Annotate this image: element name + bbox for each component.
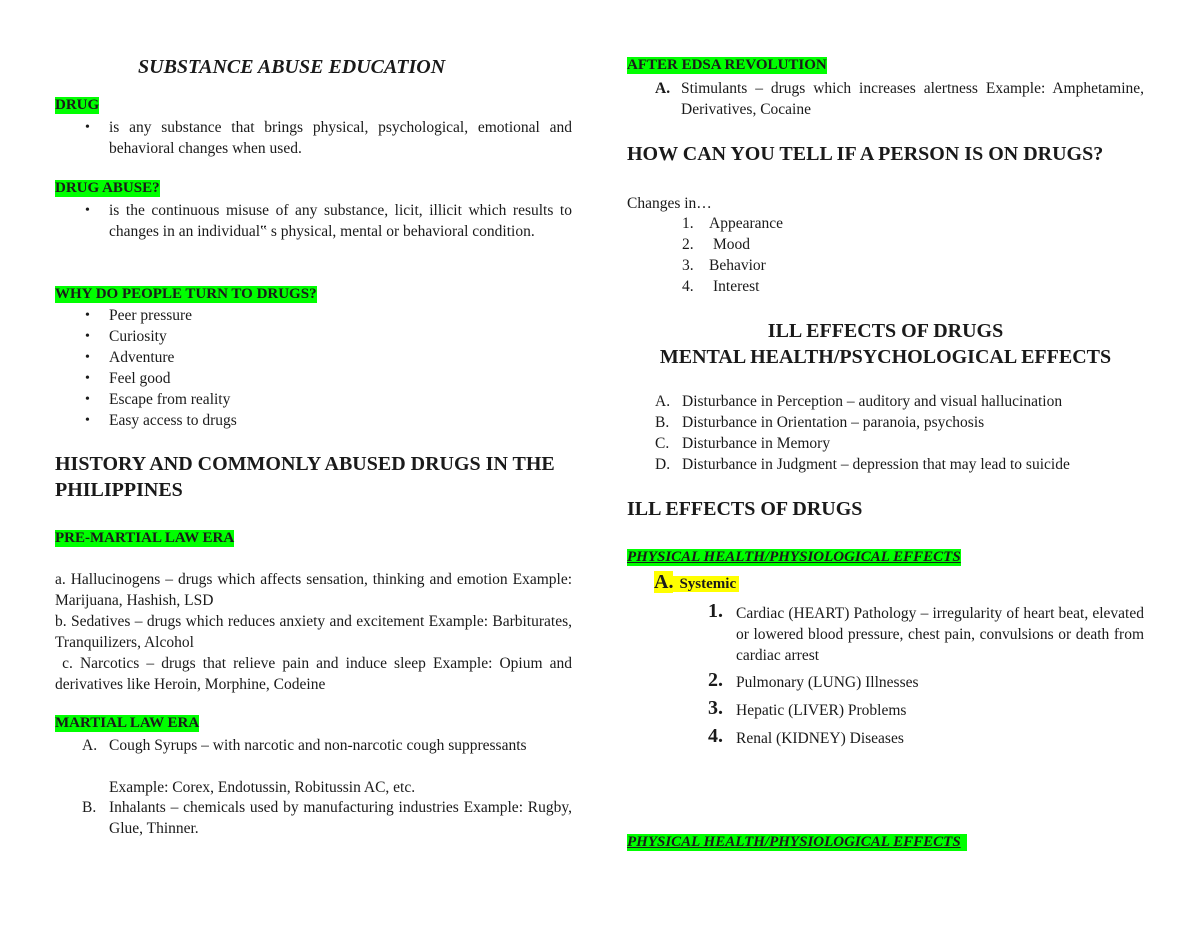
list-item: D. Disturbance in Judgment – depression that may lead to suicide <box>655 456 1070 473</box>
physical-label-2: PHYSICAL HEALTH/PHYSIOLOGICAL EFFECTS <box>627 834 967 851</box>
ill-effects-heading-2: ILL EFFECTS OF DRUGS <box>627 498 863 520</box>
martial-b-text: Inhalants – chemicals used by manufacturing industries Example: Rugby, Glue, Thinner. <box>109 799 572 837</box>
why-label: WHY DO PEOPLE TURN TO DRUGS? <box>55 286 317 302</box>
list-item: A. Disturbance in Perception – auditory and visual hallucination <box>655 393 1063 410</box>
list-item: • Easy access to drugs <box>109 410 237 431</box>
ill-effects-heading: ILL EFFECTS OF DRUGS <box>767 320 1004 342</box>
list-item: • Adventure <box>109 347 237 368</box>
edsa-label: AFTER EDSA REVOLUTION <box>627 57 827 73</box>
physical-2-text: Pulmonary (LUNG) Illnesses <box>736 674 919 691</box>
physical-4-num: 4. <box>708 725 723 747</box>
changes-list <box>682 213 783 297</box>
changes-in: Changes in… <box>627 195 712 212</box>
list-item: • Escape from reality <box>109 389 237 410</box>
list-item: • Feel good <box>109 368 237 389</box>
physical-4-text: Renal (KIDNEY) Diseases <box>736 730 904 747</box>
pre-martial-c: c. Narcotics – drugs that relieve pain and induce sleep Example: Opium and derivatives like Heroin, Morphine, Codeine <box>55 655 576 693</box>
mental-list <box>655 391 1070 475</box>
systemic-letter: A. <box>654 571 674 593</box>
mental-heading: MENTAL HEALTH/PSYCHOLOGICAL EFFECTS <box>659 346 1112 368</box>
pre-martial-b: b. Sedatives – drugs which reduces anxiety and excitement Example: Barbiturates, Tranquilizers, Alcohol <box>55 613 572 651</box>
drug-abuse-definition: • is the continuous misuse of any substance, licit, illicit which results to changes in an individual‟ s physical, mental or behavioral condition. <box>109 200 572 242</box>
physical-1-text: Cardiac (HEART) Pathology – irregularity of heart beat, elevated or lowered blood pressure, chest pain, convulsions or death from cardiac arrest <box>736 605 1144 664</box>
list-item: • Peer pressure <box>109 305 237 326</box>
systemic-heading <box>654 571 739 594</box>
list-item: C. Disturbance in Memory <box>655 435 831 452</box>
drug-abuse-label: DRUG ABUSE? <box>55 180 160 196</box>
history-heading: HISTORY AND COMMONLY ABUSED DRUGS IN THE PHILIPPINES <box>55 453 555 501</box>
drug-definition: • is any substance that brings physical, psychological, emotional and behavioral changes when used. <box>109 117 572 159</box>
martial-b-letter: B. <box>82 799 97 816</box>
edsa-a-letter: A. <box>655 80 671 97</box>
list-item: 4. Interest <box>682 278 760 295</box>
list-item: 1. Appearance <box>682 215 784 232</box>
physical-2-num: 2. <box>708 669 723 691</box>
edsa-a-text: Stimulants – drugs which increases alertness Example: Amphetamine, Derivatives, Cocaine <box>681 80 1144 118</box>
drug-label: DRUG <box>55 97 100 113</box>
martial-a-text: Cough Syrups – with narcotic and non-narcotic cough suppressants <box>109 737 527 754</box>
tell-heading: HOW CAN YOU TELL IF A PERSON IS ON DRUGS? <box>627 143 1104 165</box>
list-item: 2. Mood <box>682 236 751 253</box>
list-item: 3. Behavior <box>682 257 766 274</box>
martial-label: MARTIAL LAW ERA <box>55 715 200 731</box>
pre-martial-a: a. Hallucinogens – drugs which affects sensation, thinking and emotion Example: Marijuana, Hashish, LSD <box>55 571 572 609</box>
pre-martial-label: PRE-MARTIAL LAW ERA <box>55 530 235 546</box>
martial-a-letter: A. <box>82 737 98 754</box>
list-item: B. Disturbance in Orientation – paranoia, psychosis <box>655 414 985 431</box>
physical-1-num: 1. <box>708 600 723 622</box>
why-list <box>109 305 237 431</box>
physical-3-text: Hepatic (LIVER) Problems <box>736 702 907 719</box>
systemic-text: Systemic <box>673 576 739 592</box>
martial-a-example: Example: Corex, Endotussin, Robitussin AC, etc. <box>109 779 416 796</box>
page-title: SUBSTANCE ABUSE EDUCATION <box>138 56 446 78</box>
physical-label: PHYSICAL HEALTH/PHYSIOLOGICAL EFFECTS <box>627 549 961 565</box>
list-item: • Curiosity <box>109 326 237 347</box>
physical-3-num: 3. <box>708 697 723 719</box>
